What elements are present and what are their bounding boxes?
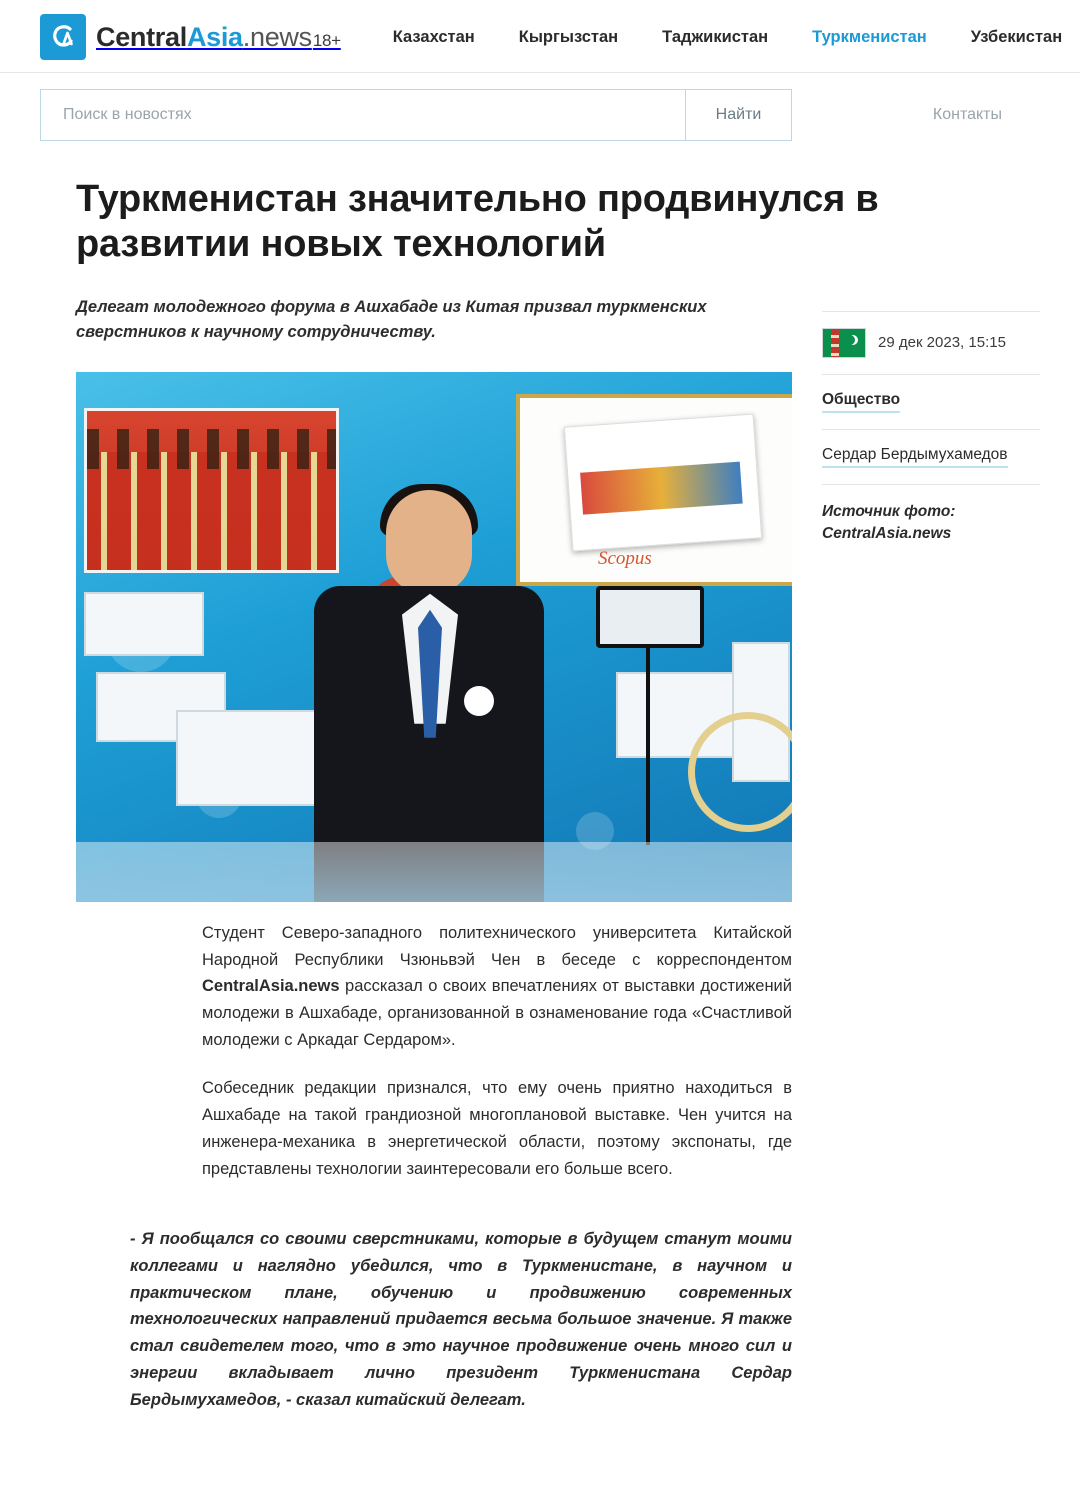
article-layout <box>76 295 1040 1414</box>
nav-item-uzbekistan[interactable]: Узбекистан <box>970 27 1063 46</box>
article-paragraph-2: Собеседник редакции признался, что ему очень приятно находиться в Ашхабаде на такой грандиозной многоплановой выставке. Чен учится на инженера-механика в энергетической области, поэтому экспонаты, где представлены технологии заинтересовали его больше всего. <box>202 1079 792 1178</box>
article-lead: Делегат молодежного форума в Ашхабаде из Китая призвал туркменских сверстников к научному сотрудничеству. <box>76 297 707 342</box>
page-title: Туркменистан значительно продвинулся в развитии новых технологий <box>76 178 879 265</box>
ca-monogram-icon <box>40 14 86 60</box>
photo-source-label: Источник фото: <box>822 502 956 520</box>
photo-subject <box>314 490 544 902</box>
site-logo-text <box>96 22 341 53</box>
nav-item-turkmenistan[interactable]: Туркменистан <box>812 27 927 46</box>
search-box <box>40 89 792 141</box>
search-row <box>0 73 1080 159</box>
sidebar-person-block <box>822 429 1040 484</box>
logo-accent: Asia <box>186 21 243 52</box>
logo-suffix: .news <box>242 21 312 52</box>
main-nav <box>393 28 1062 47</box>
search-input[interactable] <box>41 90 685 140</box>
publish-date: 29 дек 2023, 15:15 <box>878 334 1006 352</box>
sidebar-date-block <box>822 311 1040 374</box>
article-sidebar <box>822 295 1040 1414</box>
nav-item-tajikistan[interactable]: Таджикистан <box>662 27 769 46</box>
photo-display-screen: Scopus <box>516 394 792 586</box>
site-logo[interactable] <box>40 14 341 60</box>
age-rating: 18+ <box>312 30 341 50</box>
article-photo <box>76 372 792 902</box>
logo-main: Central <box>96 21 187 52</box>
article-paragraph-1: Студент Северо-западного политехнического университета Китайской Народной Республики Чзюньвэй Чен в беседе с корреспондентом CentralAsia.news рассказал о своих впечатлениях от выставки достижений молодежи в Ашхабаде, организованной в ознаменование года «Счастливой молодежи с Аркадаг Сердаром». <box>202 923 792 1049</box>
search-submit-button[interactable]: Найти <box>685 90 791 140</box>
person-tag[interactable]: Сердар Бердымухамедов <box>822 446 1008 468</box>
turkmenistan-flag-icon <box>822 328 866 358</box>
article-main-column <box>76 295 792 1414</box>
site-header <box>0 0 1080 73</box>
sidebar-category-block <box>822 374 1040 429</box>
photo-backdrop-left <box>84 408 339 573</box>
nav-item-kyrgyzstan[interactable]: Кыргызстан <box>518 27 619 46</box>
photo-source-value: CentralAsia.news <box>822 525 952 543</box>
article-quote: - Я пообщался со своими сверстниками, которые в будущем станут моими коллегами и наглядно убедился, что в Туркменистане, в научном и практическом плане, обучению и продвижению современных технологических направлений придается весьма большое значение. Я также стал свидетелем того, что в это научное продвижение очень много сил и энергии вкладывает лично президент Туркменистана Сердар Бердымухамедов, - сказал китайский делегат. <box>130 1230 792 1409</box>
sidebar-photo-source-block <box>822 484 1040 562</box>
contacts-link[interactable]: Контакты <box>932 106 1002 123</box>
nav-item-kazakhstan[interactable]: Казахстан <box>392 27 475 46</box>
category-tag[interactable]: Общество <box>822 391 900 413</box>
